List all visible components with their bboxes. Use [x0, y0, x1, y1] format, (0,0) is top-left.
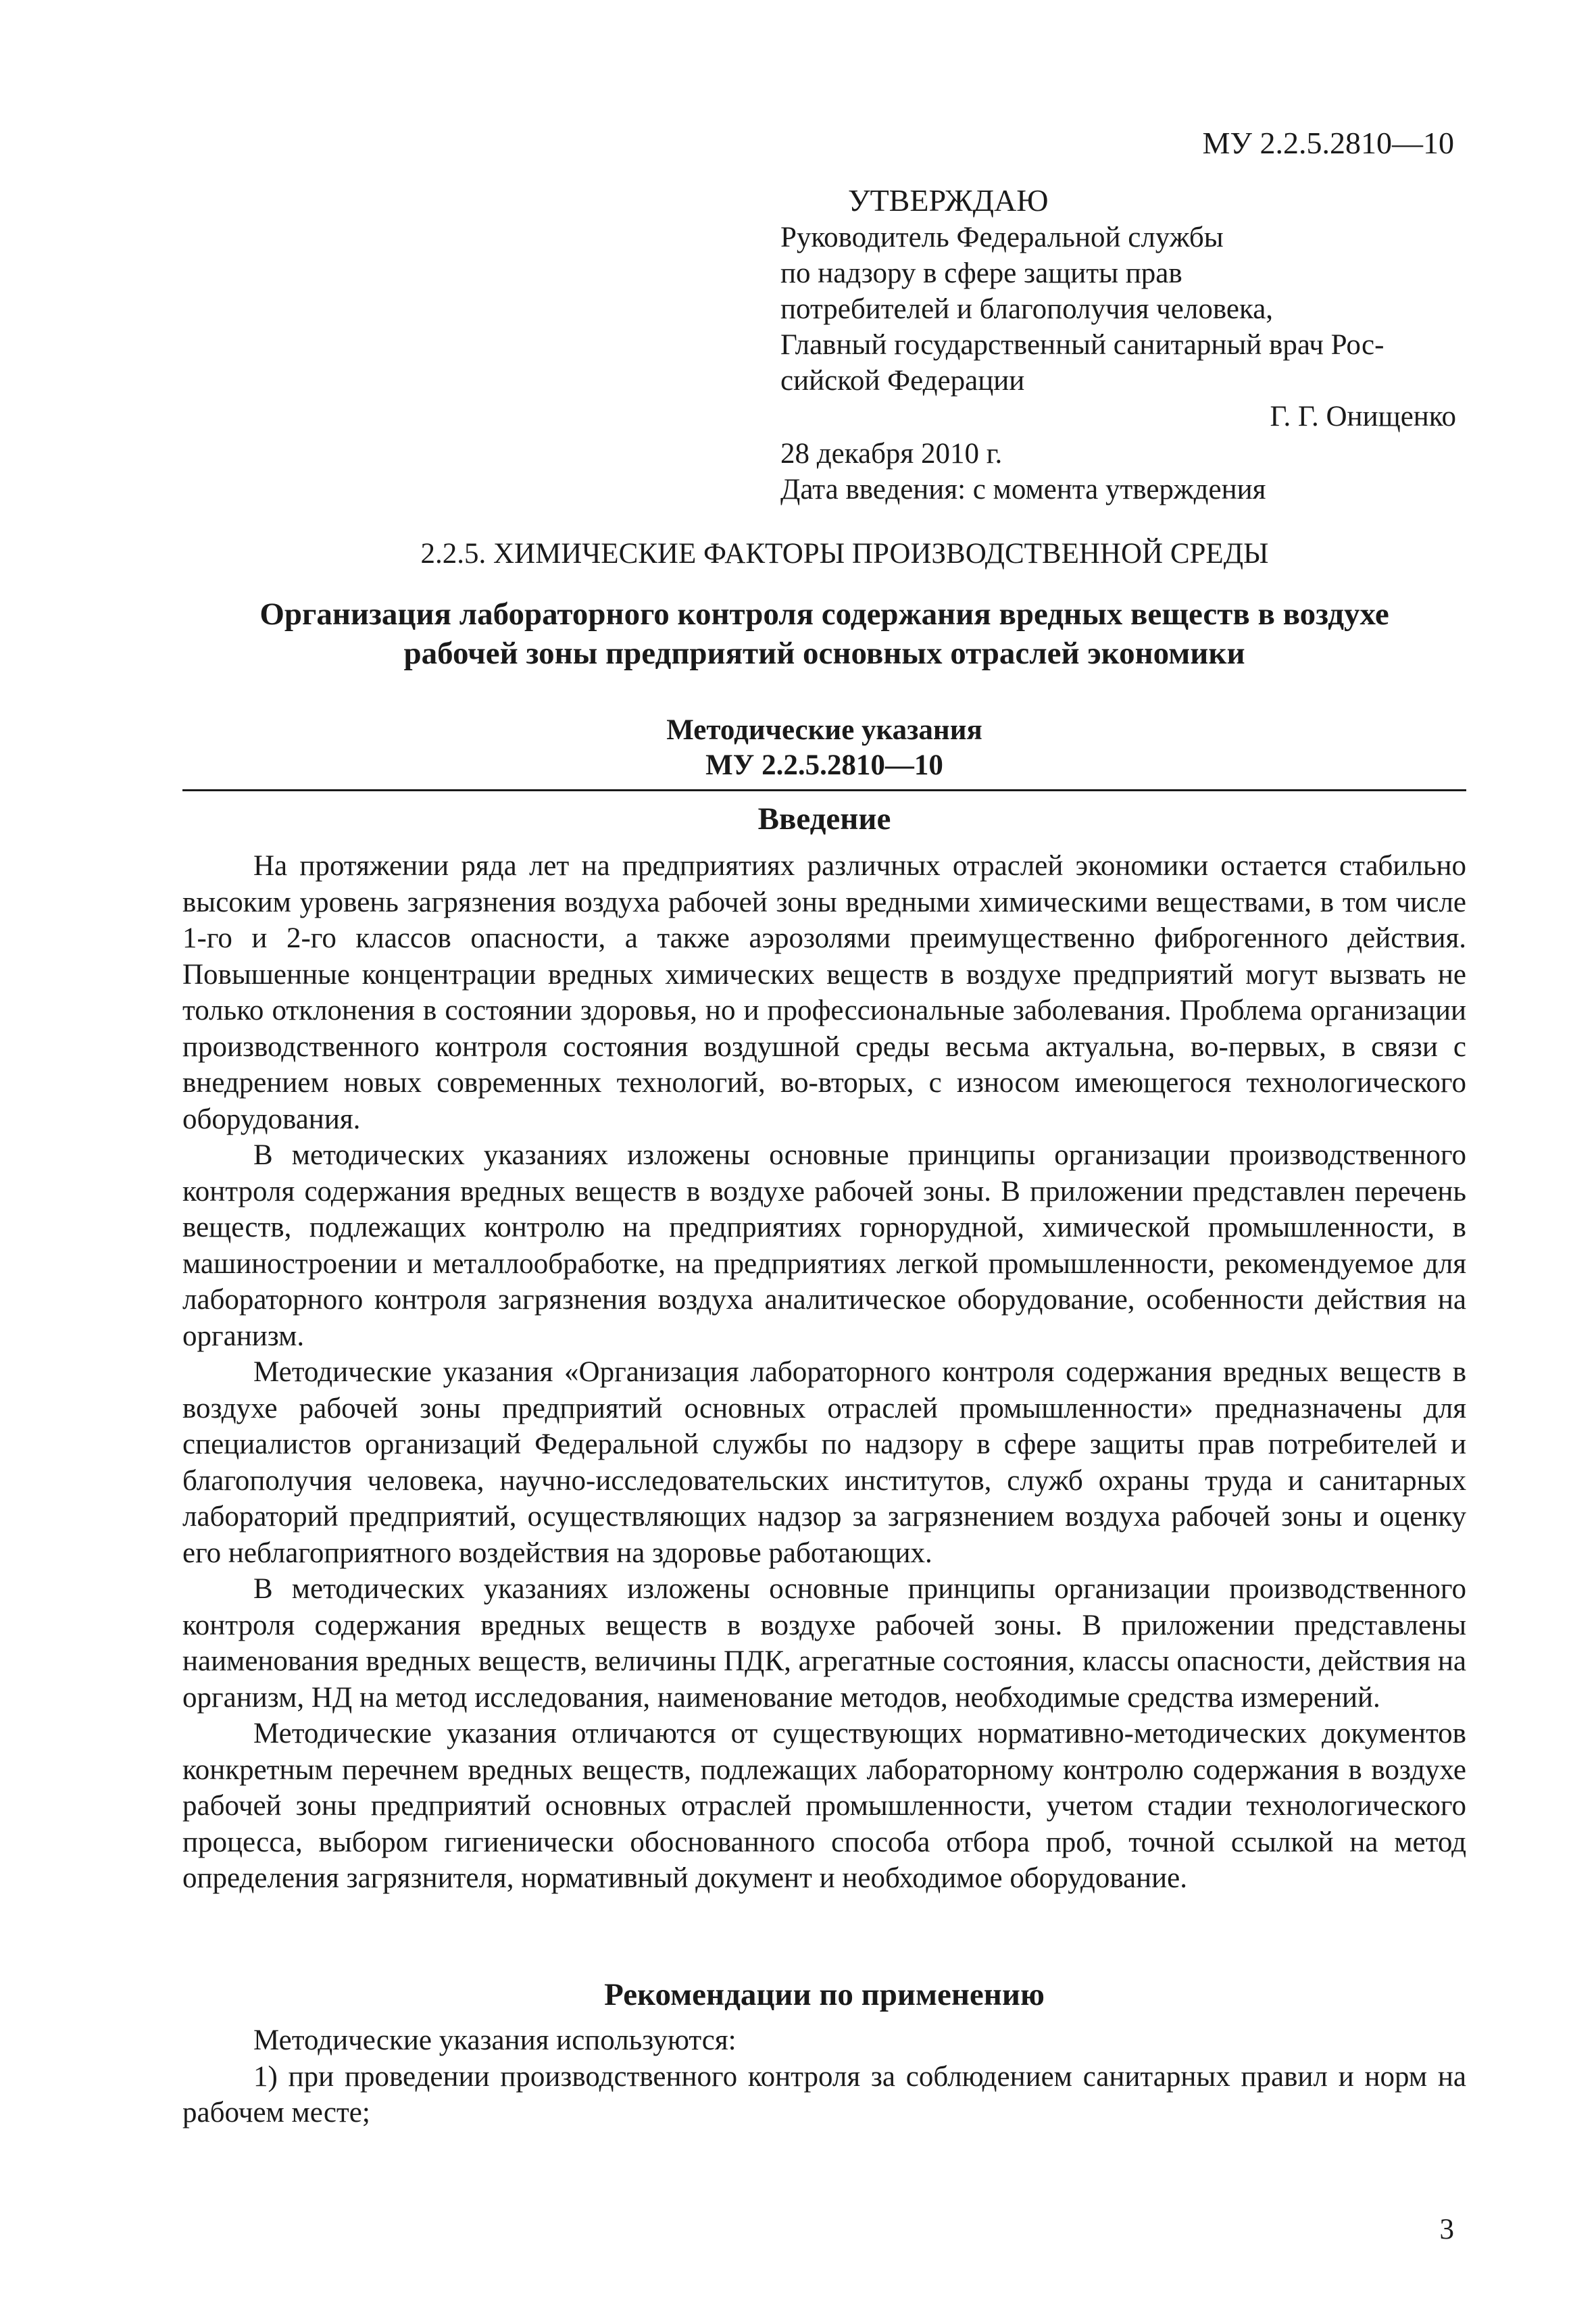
approval-line: Главный государственный санитарный врач Рос-	[780, 329, 1385, 361]
approval-block	[780, 182, 1456, 507]
document-code: МУ 2.2.5.2810—10	[1202, 126, 1454, 160]
guidelines-block	[182, 713, 1466, 783]
section-header: 2.2.5. ХИМИЧЕСКИЕ ФАКТОРЫ ПРОИЗВОДСТВЕННОЙ СРЕДЫ	[420, 538, 1269, 570]
paragraph: В методических указаниях изложены основные принципы организации производственного контроля содержания вредных веществ в воздухе рабочей зоны. В приложении представлены наименования вредных веществ, величины ПДК, агрегатные состояния, классы опасности, действия на организм, НД на метод исследования, наименование методов, необходимые средства измерений.	[182, 1573, 1466, 1714]
approval-date: 28 декабря 2010 г.	[780, 438, 1003, 470]
paragraph: Методические указания «Организация лабораторного контроля содержания вредных веществ в воздухе рабочей зоны предприятий основных отраслей промышленности» предназначены для специалистов организаций Федеральной службы по надзору в сфере защиты прав потребителей и благополучия человека, научно-исследовательских институтов, служб охраны труда и санитарных лабораторий предприятий, осуществляющих надзор за загрязнением воздуха рабочей зоны и оценку его неблагоприятного воздействия на здоровье работающих.	[182, 1356, 1466, 1569]
document-title-line: Организация лабораторного контроля содержания вредных веществ в воздухе	[259, 597, 1389, 632]
guidelines-label: Методические указания	[666, 714, 982, 746]
approval-title: УТВЕРЖДАЮ	[848, 183, 1049, 218]
approval-line: потребителей и благополучия человека,	[780, 293, 1274, 325]
guidelines-code: МУ 2.2.5.2810—10	[705, 749, 943, 781]
horizontal-divider	[182, 789, 1466, 791]
paragraph: В методических указаниях изложены основные принципы организации производственного контроля содержания вредных веществ в воздухе рабочей зоны. В приложении представлен перечень веществ, подлежащих контролю на предприятиях горнорудной, химической промышленности, в машиностроении и металлообработке, на предприятиях легкой промышленности, рекомендуемое для лабораторного контроля загрязнения воздуха аналитическое оборудование, особенности действия на организм.	[182, 1139, 1466, 1352]
paragraph: Методические указания используются:	[253, 2024, 737, 2056]
intro-body	[182, 848, 1466, 1897]
page-number: 3	[1439, 2214, 1454, 2245]
recommendations-heading: Рекомендации по применению	[604, 1977, 1045, 2012]
paragraph: На протяжении ряда лет на предприятиях различных отраслей экономики остается стабильно высоким уровень загрязнения воздуха рабочей зоны вредными химическими веществами, в том числе 1-го и 2-го классов опасности, а также аэрозолями преимущественно фиброгенного действия. Повышенные концентрации вредных химических веществ в воздухе предприятий могут вызвать не только отклонения в состоянии здоровья, но и профессиональные заболевания. Проблема организации производственного контроля состояния воздушной среды весьма актуальна, во-первых, в связи с внедрением новых современных технологий, во-вторых, с износом имеющегося технологического оборудования.	[182, 850, 1466, 1135]
document-title	[182, 595, 1466, 673]
paragraph: Методические указания отличаются от существующих нормативно-методических документов конкретным перечнем вредных веществ, подлежащих лабораторному контролю содержания в воздухе рабочей зоны предприятий основных отраслей промышленности, учетом стадии технологического процесса, выбором гигиенически обоснованного способа отбора проб, точной ссылкой на метод определения загрязнителя, нормативный документ и необходимое оборудование.	[182, 1718, 1466, 1894]
recommendations-body	[182, 2022, 1466, 2131]
intro-heading: Введение	[757, 801, 891, 837]
effective-date: Дата введения: с момента утверждения	[780, 474, 1266, 505]
list-item: 1) при проведении производственного контроля за соблюдением санитарных правил и норм на рабочем месте;	[182, 2060, 1466, 2129]
approval-line: Руководитель Федеральной службы	[780, 222, 1224, 253]
signatory-name: Г. Г. Онищенко	[1270, 401, 1456, 432]
document-title-line: рабочей зоны предприятий основных отраслей экономики	[403, 636, 1245, 671]
approval-line: сийской Федерации	[780, 365, 1025, 397]
approval-line: по надзору в сфере защиты прав	[780, 257, 1182, 289]
